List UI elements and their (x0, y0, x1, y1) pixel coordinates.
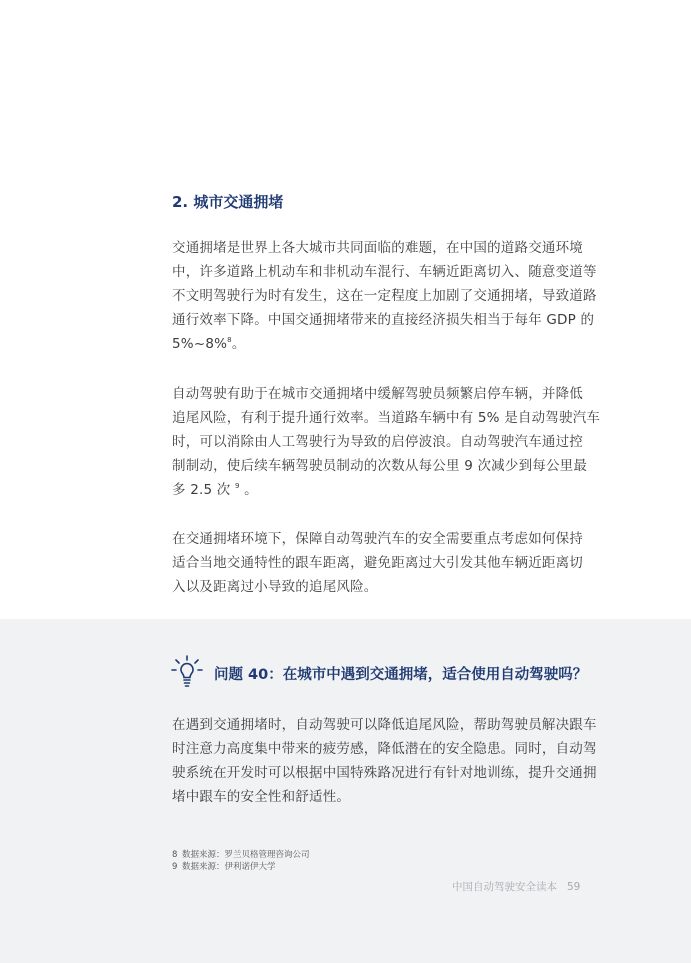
paragraph-line: 在交通拥堵环境下，保障自动驾驶汽车的安全需要重点考虑如何保持 (172, 531, 583, 547)
footnote-ref: 9 (234, 482, 240, 490)
paragraph-line: 时，可以消除由人工驾驶行为导致的启停波浪。自动驾驶汽车通过控 (172, 434, 583, 450)
paragraph-line: 驶系统在开发时可以根据中国特殊路况进行有针对地训练，提升交通拥 (172, 765, 597, 781)
paragraph-line: 堵中跟车的安全性和舒适性。 (172, 789, 351, 805)
paragraph-line: 制制动，使后续车辆驾驶员制动的次数从每公里 9 次减少到每公里最 (172, 458, 588, 474)
paragraph-line: 中，许多道路上机动车和非机动车混行、车辆近距离切入、随意变道等 (172, 264, 597, 280)
paragraph-text: 多 2.5 次 (172, 482, 235, 498)
paragraph-text: 。 (239, 482, 258, 498)
footnote-text: 数据来源：罗兰贝格管理咨询公司 (182, 850, 310, 860)
page-number: 59 (567, 881, 581, 893)
paragraph-text: 。 (231, 336, 246, 352)
paragraph-line: 入以及距离过小导致的追尾风险。 (172, 579, 378, 595)
paragraph-line: 追尾风险，有利于提升通行效率。当道路车辆中有 5% 是自动驾驶汽车 (172, 410, 601, 426)
paragraph-line: 在遇到交通拥堵时，自动驾驶可以降低追尾风险，帮助驾驶员解决跟车 (172, 717, 597, 733)
footnote-number: 9 (172, 862, 178, 872)
paragraph-line: 不文明驾驶行为时有发生，这在一定程度上加剧了交通拥堵，导致道路 (172, 288, 597, 304)
paragraph-line (172, 478, 620, 502)
paragraph-line: 适合当地交通特性的跟车距离，避免距离过大引发其他车辆近距离切 (172, 555, 583, 571)
footnote-text: 数据来源：伊利诺伊大学 (182, 862, 276, 872)
section-title: 2. 城市交通拥堵 (172, 193, 284, 211)
paragraph-following-distance (172, 527, 620, 599)
answer-paragraph (172, 713, 620, 809)
footnote (172, 849, 310, 861)
paragraph-traffic-congestion (172, 236, 620, 356)
paragraph-line: 自动驾驶有助于在城市交通拥堵中缓解驾驶员频繁启停车辆，并降低 (172, 386, 583, 402)
footer-book-title: 中国自动驾驶安全读本 (452, 881, 557, 893)
footnote-ref: 8 (227, 336, 232, 344)
footnote-number: 8 (172, 850, 178, 860)
paragraph-line (172, 332, 620, 356)
paragraph-text: 5%~8% (172, 336, 228, 352)
footnote (172, 861, 310, 873)
lightbulb-icon (171, 655, 203, 689)
question-heading: 问题 40：在城市中遇到交通拥堵，适合使用自动驾驶吗？ (214, 667, 588, 683)
page-footer (452, 879, 580, 894)
paragraph-line: 通行效率下降。中国交通拥堵带来的直接经济损失相当于每年 GDP 的 (172, 312, 595, 328)
paragraph-line: 时注意力高度集中带来的疲劳感，降低潜在的安全隐患。同时，自动驾 (172, 741, 597, 757)
paragraph-line: 交通拥堵是世界上各大城市共同面临的难题，在中国的道路交通环境 (172, 240, 583, 256)
footnotes (172, 849, 310, 873)
paragraph-autonomous-benefits (172, 382, 620, 502)
